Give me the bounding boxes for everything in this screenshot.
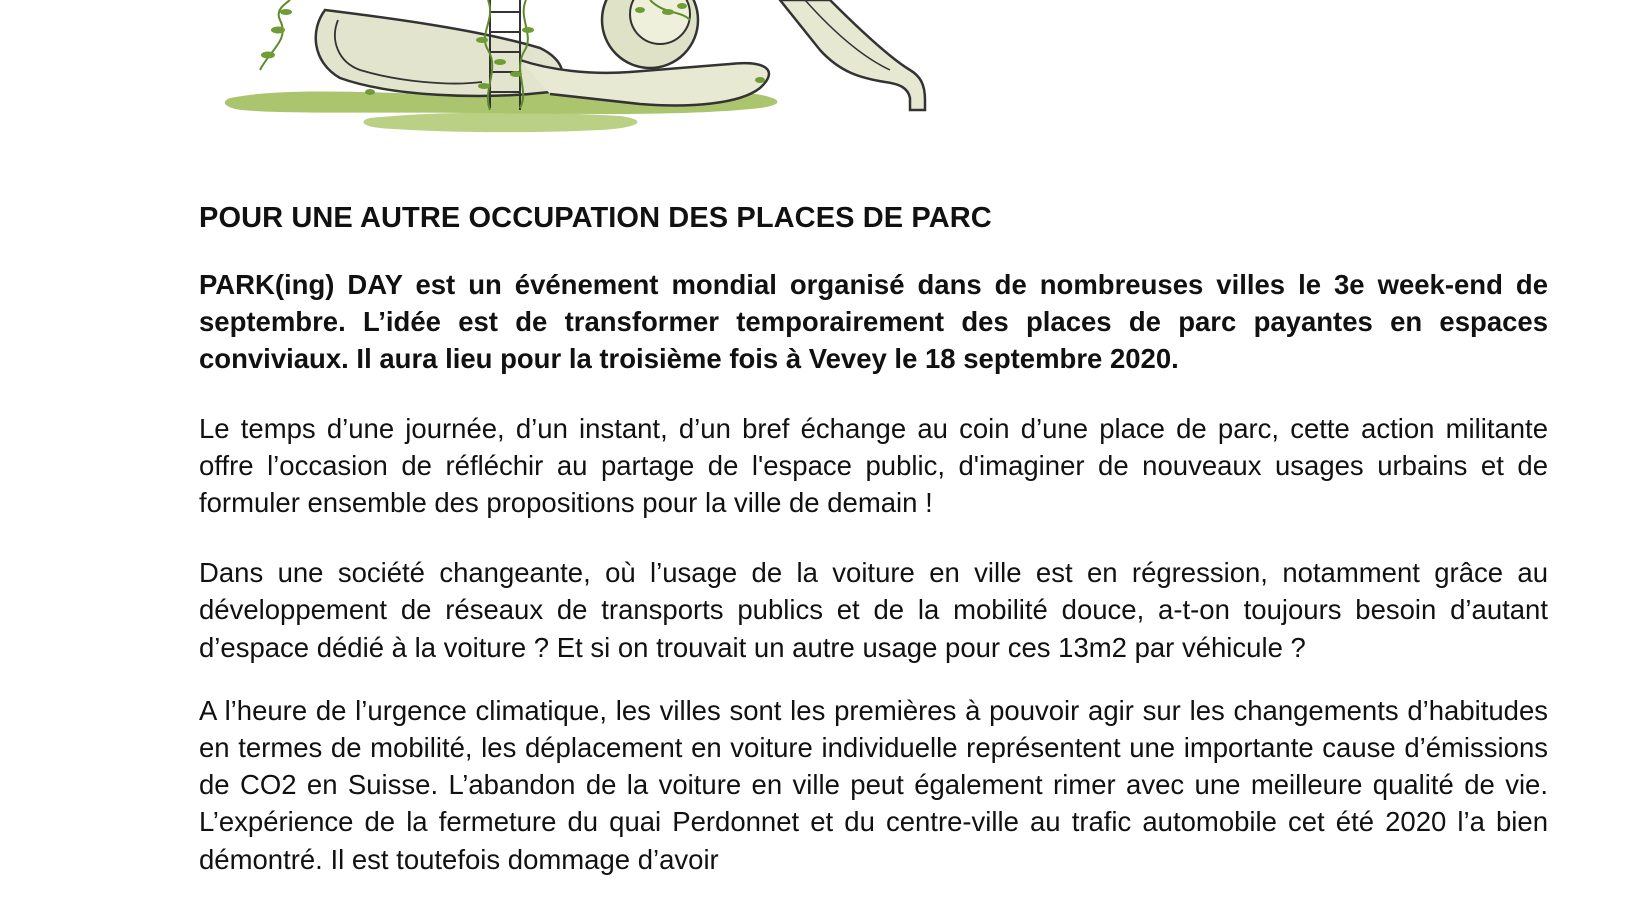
press-release (199, 200, 1548, 878)
overturned-car (316, 10, 769, 105)
slide (780, 0, 925, 110)
paragraph-3: A l’heure de l’urgence climatique, les villes sont les premières à pouvoir agir sur les changements d’habitudes en termes de mobilité, les déplacement en voiture individuelle représentent une importante cause d’émissions de CO2 en Suisse. L’abandon de la voiture en ville peut également rimer avec une meilleure qualité de vie. L’expérience de la fermeture du quai Perdonnet et du centre-ville au trafic automobile cet été 2020 l’a bien démontré. Il est toutefois dommage d’avoir (199, 694, 1548, 875)
paragraph-2: Dans une société changeante, où l’usage de la voiture en ville est en régression, notamment grâce au développement de réseaux de transports publics et de la mobilité douce, a-t-on toujours besoin d’autant d’espace dédié à la voiture ? Et si on trouvait un autre usage pour ces 13m2 par véhicule ? (199, 557, 1548, 663)
intro-paragraph: PARK(ing) DAY est un événement mondial organisé dans de nombreuses villes le 3e week-end de septembre. L’idée est de transformer temporairement des places de parc payantes en espaces conviviaux. Il aura lieu pour la troisième fois à Vevey le 18 septembre 2020. (199, 269, 1548, 375)
paragraph-1: Le temps d’une journée, d’un instant, d’un bref échange au coin d’une place de parc, cette action militante offre l’occasion de réfléchir au partage de l'espace public, d'imaginer de nouveaux usages urbains et de formuler ensemble des propositions pour la ville de demain ! (199, 412, 1548, 519)
document-heading: POUR UNE AUTRE OCCUPATION DES PLACES DE PARC (199, 202, 992, 234)
wheel (602, 0, 698, 68)
park-car-playground-illustration (220, 0, 980, 145)
